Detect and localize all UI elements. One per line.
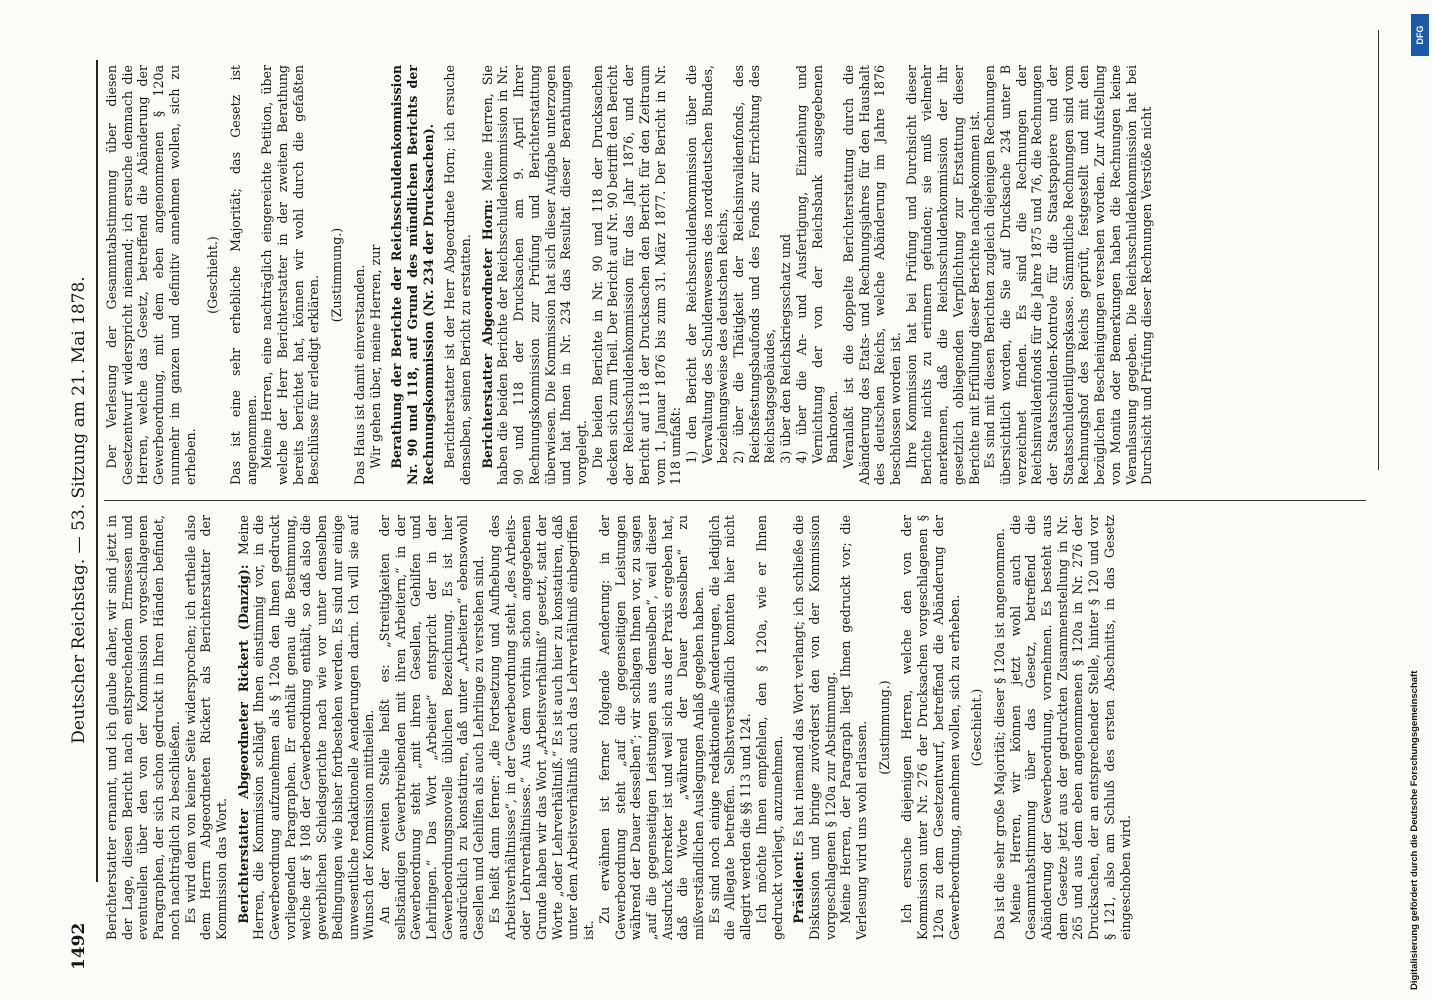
paragraph: Die beiden Berichte in Nr. 90 und 118 der Drucksachen decken sich zum Theil. Der Bericht auf Nr. 90 betrifft den Bericht der Reichsschuldenkommission für das Jahr 1876, und der Bericht auf 118 der Drucksachen den Bericht für den Zeitraum vom 1. Januar 1876 bis zum 31. März 1877. Der Bericht in Nr. 118 umfaßt: [589,65,684,485]
column-divider [104,500,1366,501]
paragraph: Meine Herren, eine nachträglich eingereichte Petition, über welche der Herr Berichterstatter in der zweiten Berathung bereits berichtet hat, können wir wohl durch die gefaßten Beschlüsse für erledigt erklären. [259,65,322,485]
paragraph: Berichterstatter ernannt, und ich glaube daher, wir sind jetzt in der Lage, diesen Bericht nach entsprechendem Ermessen und eventuellen über den von der Kommission vorgeschlagenen Paragraphen, der sich schon gedruckt in Ihren Händen befindet, noch nachträglich zu beschließen. [104,515,182,940]
paragraph: Wir gehen über, meine Herren, zur [367,244,383,469]
right-column [104,65,1382,485]
stage-direction: (Zustimmung.) [329,227,345,323]
page-title: Deutscher Reichstag. — 53. Sitzung am 21. Mai 1878. [69,276,89,744]
stage-direction: (Geschieht.) [205,236,221,314]
speaker-name: Berichterstatter Abgeordneter Rickert (Danzig): [235,564,251,924]
digitization-credit-bar [1398,0,1432,1000]
paragraph: Das Haus ist damit einverstanden. [351,264,367,485]
paragraph: Ihre Kommission hat bei Prüfung und Durchsicht dieser Berichte nichts zu erinnern gefunden; sie muß vielmehr anerkennen, daß die Reichsschuldenkommission der ihr gesetzlich obliegenden Verpflichtung zur Erstattung dieser Berichte mit Erfüllung dieser Berichte nachgekommen ist. [903,65,982,485]
paragraph [236,515,377,940]
speaker-name: Präsident: [791,851,807,924]
paragraph: An der zweiten Stelle heißt es: „Streitigkeiten der selbständigen Gewerbtreibenden mit ihren Arbeitern,“ in der Gewerbeordnung steht „mit ihren Gesellen, Gehilfen und Lehrlingen.“ Das Wort „Arbeiter“ entspricht der in der Gewerbeordnungsnovelle üblichen Bezeichnung. Es ist hier ausdrücklich zu konstatiren, daß unter „Arbeitern“ ebensowohl Gesellen und Gehilfen als auch Lehrlinge zu verstehen sind. [376,515,487,940]
header-rule [96,60,98,882]
paragraph [480,65,590,485]
dfg-logo-text: DFG [1415,25,1425,45]
paragraph: Ich ersuche diejenigen Herren, welche den von der Kommission unter Nr. 276 der Drucksachen vorgeschlagenen § 120a zu dem Gesetzentwurf, betreffend die Abänderung der Gewerbeordnung, annehmen wollen, sich zu erheben. [899,515,962,940]
speaker-name: Berichterstatter Abgeordneter Horn: [479,199,495,469]
stage-direction: (Zustimmung.) [876,680,892,775]
paragraph: Es wird dem von keiner Seite widersprochen; ich ertheile also dem Herrn Abgeordneten Rickert als Berichterstatter der Kommission das Wort. [182,515,229,940]
paragraph: Der Verlesung der Gesammtabstimmung über diesen Gesetzentwurf widerspricht niemand; ich ersuche demnach die Herren, welche das Gesetz, betreffend die Abänderung der Gewerbeordnung, mit dem eben angenommenen § 120a nunmehr im ganzen und definitiv annehmen wollen, sich zu erheben. [104,65,198,485]
paragraph: Meine Herren, wir können jetzt wohl auch die Gesammtabstimmung über das Gesetz, betreffend die Abänderung der Gewerbeordnung, vornehmen. Es besteht aus dem Gesetze jetzt aus der gedruckten Zusammenstellung in Nr. 265 und aus dem eben angenommenen § 120a in Nr. 276 der Drucksachen, der an entsprechender Stelle, hinter § 120 und vor § 121, also am Schluß des ersten Abschnitts, in das Gesetz eingeschoben wird. [1007,515,1133,940]
list-item: 3) über den Reichskriegsschatz und [778,234,794,464]
paragraph: Ich möchte Ihnen empfehlen, den § 120a, wie er Ihnen gedruckt vorliegt, anzunehmen. [753,515,785,940]
left-column [104,515,1382,940]
paragraph: Veranlaßt ist die doppelte Berichterstattung durch die Abänderung des Etats- und Rechnungsjahres für den Haushalt des deutschen Reichs, welche Abänderung im Jahre 1876 beschlossen worden ist. [840,65,904,485]
page-number: 1492 [69,922,89,970]
paragraph: Meine Herren, der Paragraph liegt Ihnen gedruckt vor; die Verlesung wird uns wohl erlassen. [838,515,870,940]
page-header [62,50,96,970]
paragraph: Es sind noch einige redaktionelle Aenderungen, die lediglich die Allegate betreffen. Selbstverständlich konnten hier nicht allegirt werden die §§ 113 und 124. [706,515,754,940]
paragraph: Zu erwähnen ist ferner folgende Aenderung: in der Gewerbeordnung steht „auf die gegenseitigen Leistungen während der Dauer desselben“; wir schlagen Ihnen vor, zu sagen „auf die gegenseitigen Leistungen aus demselben“, weil dieser Ausdruck korrekter ist und weil sich aus der Praxis ergeben hat, daß die Worte „während der Dauer desselben“ zu mißverständlichen Auslegungen Anlaß gegeben haben. [596,515,707,940]
speech-text: Meine Herren, Sie haben die beiden Berichte der Reichsschuldenkommission in Nr. 90 und 118 der Drucksachen am 9. April Ihrer Rechnungskommission zur Prüfung und Berichterstattung überwiesen. Die Kommission hat sich dieser Aufgabe unterzogen und hat Ihnen in Nr. 234 das Resultat dieser Berathungen vorgelegt. [479,65,589,485]
list-item: 1) den Bericht der Reichsschuldenkommission über die Verwaltung des Schuldenwesens des norddeutschen Bundes, beziehungsweise des deutschen Reichs, [683,65,731,464]
paragraph: Berichterstatter ist der Herr Abgeordnete Horn; ich ersuche denselben, seinen Bericht zu erstatten. [442,65,474,485]
paragraph: Das ist eine sehr erhebliche Majorität; das Gesetz ist angenommen. [227,65,259,485]
digitization-credit: Digitalisierung gefördert durch die Deutsche Forschungsgemeinschaft [1409,670,1420,990]
list-item: 2) über die Thätigkeit der Reichsinvalidenfonds, des Reichsfestungsbaufonds und des Fonds zur Errichtung des Reichstagsgebäudes, [731,65,778,464]
paragraph: Es sind mit diesen Berichten zugleich diejenigen Rechnungen übersichtlich worden, die Sie auf Drucksache 234 unter B verzeichnet finden. Es sind die Rechnungen der Reichsinvalidenfonds für die Jahre 1875 und 76, die Rechnungen der Staatsschulden-Kontrole für die Staatspapiere und der Staatsschuldentilgungskasse. Sämmtliche Rechnungen sind vom Rechnungshof des Reichs geprüft, festgestellt und mit den bezüglichen Bescheinigungen versehen worden. Zur Aufstellung von Monita oder Bemerkungen haben die Rechnungen keine Veranlassung gegeben. Die Reichsschuldenkommission hat bei Durchsicht und Prüfung dieser Rechnungen Verstöße nicht [982,65,1155,485]
paragraph: Es heißt dann ferner: „die Fortsetzung und Aufhebung des Arbeitsverhältnisses“, in der Gewerbeordnung steht „des Arbeits- oder Lehrverhältnisses.“ Aus dem vorhin schon angegebenen Grunde haben wir das Wort „Arbeitsverhältniß“ gesetzt, statt der Worte „oder Lehrverhältniß.“ Es ist auch hier zu konstatiren, daß unter dem Arbeitsverhältniß auch das Lehrverhältniß einbegriffen ist. [486,515,597,940]
right-edge-rule [1378,30,1379,470]
dfg-logo [1411,14,1429,56]
paragraph: Berathung der Berichte der Reichsschuldenkommission Nr. 90 und 118, auf Grund des mündlichen Berichts der Rechnungskommission (Nr. 234 der Drucksachen). [389,65,436,485]
paragraph: Das ist die sehr große Majorität; dieser § 120a ist angenommen. [991,528,1007,940]
stage-direction: (Geschieht.) [969,688,985,767]
list-item: 4) über die An- und Ausfertigung, Einziehung und Vernichtung der von der Reichsbank ausgegebenen Banknoten. [793,65,841,464]
speech-text: Meine Herren, die Kommission schlägt Ihnen einstimmig vor, in die Gewerbeordnung aufzunehmen als § 120a den Ihnen gedruckt vorliegenden Paragraphen. Er enthält genau die Bestimmung, welche der § 108 der Gewerbeordnung enthält, so daß also die gewerblichen Schiedsgerichte nach wie vor unter denselben Bedingungen wie bisher fortbestehen werden. Es sind nur einige unwesentliche redaktionelle Aenderungen darin. Ich will sie auf Wunsch der Kommission mittheilen. [235,515,377,940]
speech-text: Es hat niemand das Wort verlangt; ich schließe die Diskussion und bringe zuvörderst den von der Kommission vorgeschlagenen § 120a zur Abstimmung. [791,515,838,940]
paragraph [791,515,838,940]
